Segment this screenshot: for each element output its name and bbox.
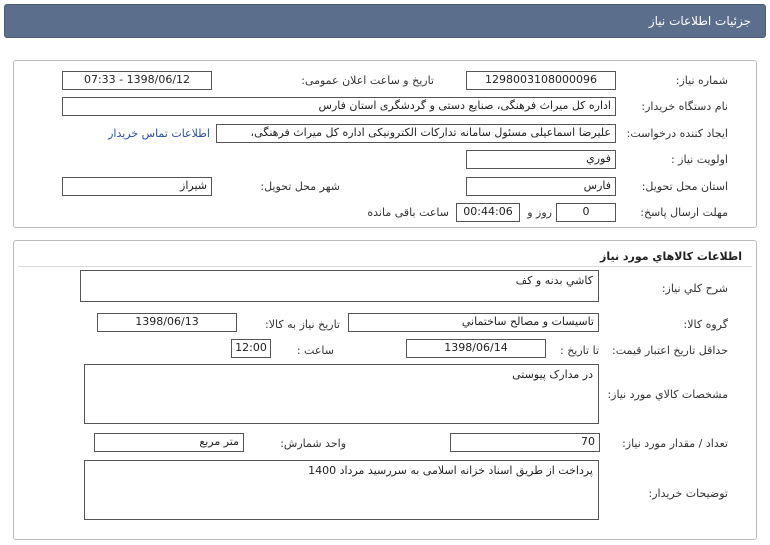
- creator-label: ايجاد کننده درخواست:: [626, 127, 728, 140]
- time-remaining-label: ساعت باقی مانده: [367, 206, 449, 219]
- page-title-bar: [4, 4, 766, 38]
- buyer-notes-field: پرداخت از طريق اسناد خزانه اسلامی به سررسيد مرداد 1400: [84, 460, 599, 520]
- until-date-field: 1398/06/14: [406, 339, 546, 358]
- unit-label: واحد شمارش:: [280, 437, 346, 450]
- delivery-city-label: شهر محل تحويل:: [260, 180, 340, 193]
- quantity-label: تعداد / مقدار مورد نياز:: [622, 437, 728, 450]
- until-date-label: تا تاريخ :: [560, 344, 599, 357]
- validity-hour-label: ساعت :: [296, 344, 334, 357]
- priority-label: اولويت نياز :: [670, 153, 728, 166]
- delivery-province-label: استان محل تحويل:: [641, 180, 728, 193]
- buyer-org-field: اداره کل ميراث فرهنگی، صنايع دستی و گردشگری استان فارس: [62, 97, 616, 116]
- validity-hour-field: 12:00: [231, 339, 271, 358]
- delivery-city-field: شيراز: [62, 177, 212, 196]
- time-remaining-field: 00:44:06: [456, 203, 520, 222]
- buyer-notes-label: توضيحات خريدار:: [648, 487, 728, 500]
- days-and-label: روز و: [527, 206, 552, 219]
- goods-section-title: اطلاعات کالاهاي مورد نياز: [600, 250, 742, 263]
- days-remaining-field: 0: [556, 203, 616, 222]
- need-description-label: شرح کلي نياز:: [661, 282, 728, 295]
- quantity-field: 70: [450, 433, 600, 452]
- unit-field: متر مربع: [94, 433, 244, 452]
- need-date-field: 1398/06/13: [97, 313, 237, 332]
- announce-datetime-field: 1398/06/12 - 07:33: [62, 71, 212, 90]
- buyer-contact-link[interactable]: اطلاعات تماس خريدار: [108, 127, 210, 140]
- response-deadline-label: مهلت ارسال پاسخ:: [640, 206, 728, 219]
- goods-spec-label: مشخصات کالاي مورد نياز:: [607, 388, 728, 401]
- goods-spec-field: در مدارک پيوستی: [84, 364, 599, 424]
- need-description-field: کاشي بدنه و کف: [80, 270, 599, 302]
- goods-group-label: گروه کالا:: [683, 318, 728, 331]
- need-date-label: تاريخ نياز به کالا:: [265, 318, 340, 331]
- goods-group-field: تاسيسات و مصالح ساختماني: [348, 313, 599, 332]
- priority-field: فوري: [466, 150, 616, 169]
- creator-field: عليرضا اسماعيلی مسئول سامانه تدارکات الکترونيکی اداره کل ميراث فرهنگی،: [216, 124, 616, 143]
- delivery-province-field: فارس: [466, 177, 616, 196]
- page-title: جزئيات اطلاعات نياز: [648, 14, 751, 28]
- price-validity-label: حداقل تاريخ اعتبار قيمت:: [612, 344, 728, 357]
- need-number-label: شماره نياز:: [675, 74, 728, 87]
- need-number-field: 1298003108000096: [466, 71, 616, 90]
- announce-datetime-label: تاريخ و ساعت اعلان عمومی:: [301, 74, 434, 87]
- goods-section-divider: [18, 266, 752, 267]
- buyer-org-label: نام دستگاه خريدار:: [641, 100, 728, 113]
